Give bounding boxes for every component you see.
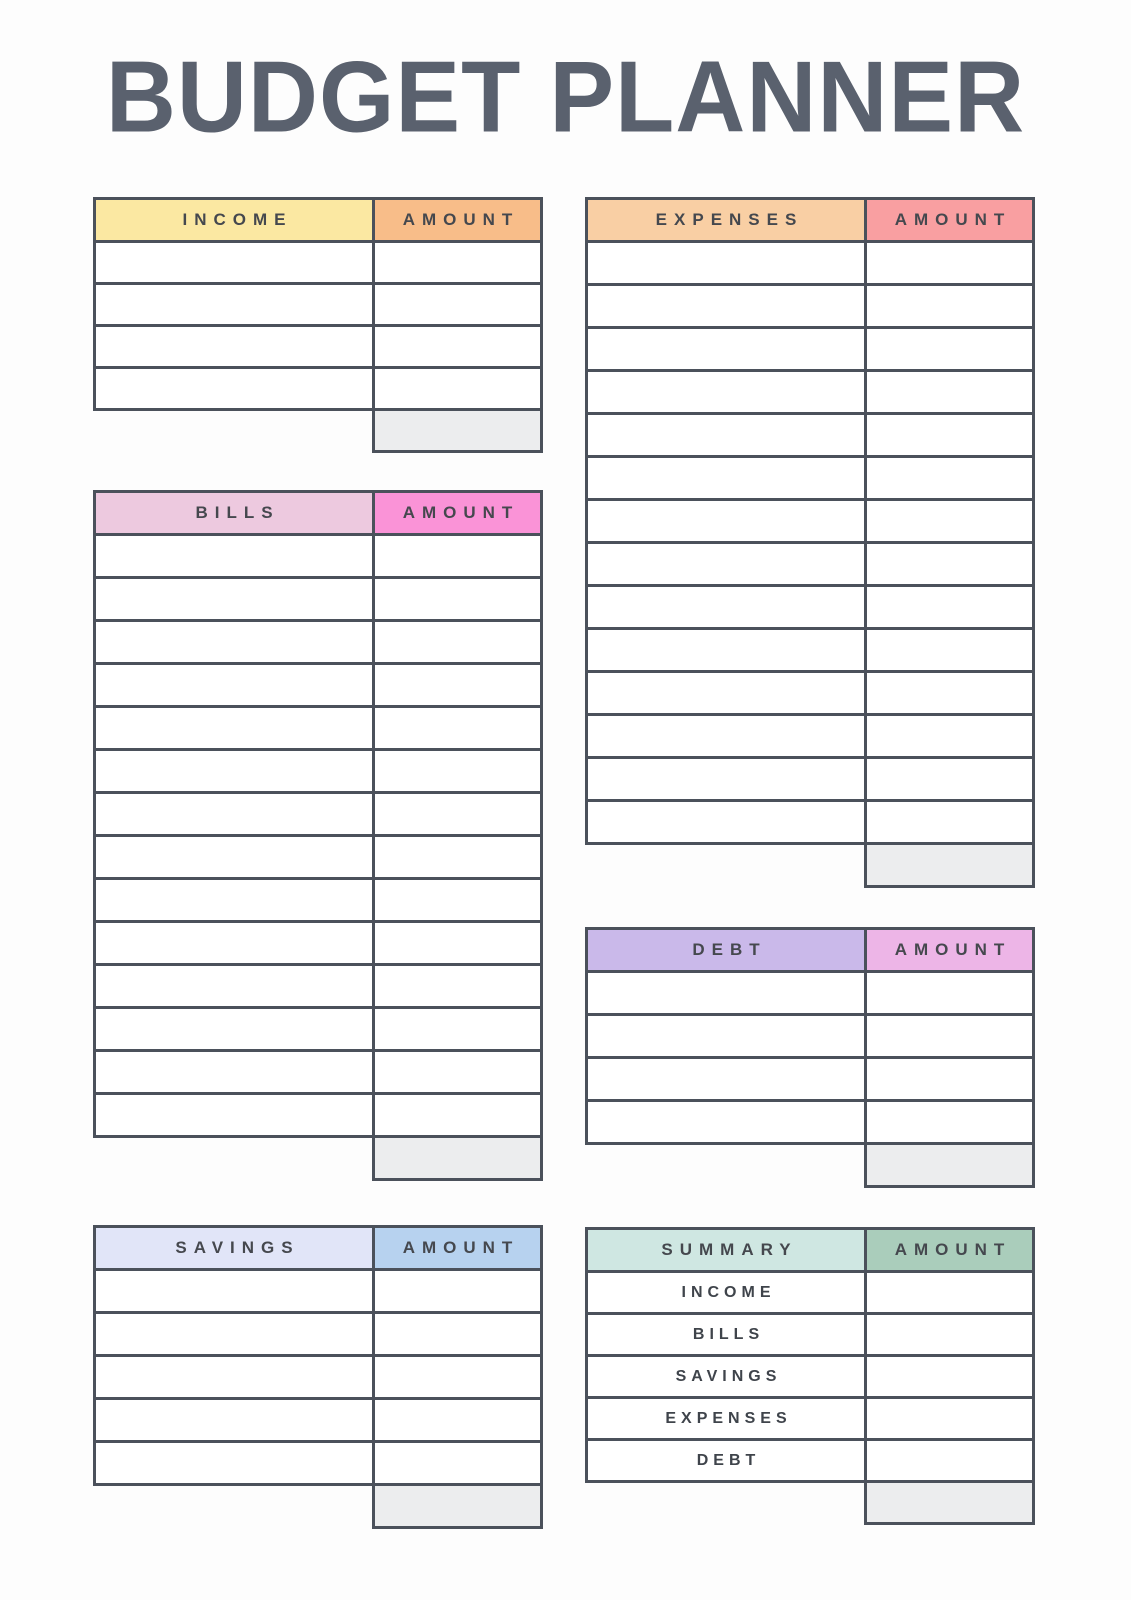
item-cell [93, 1397, 375, 1443]
expenses-row [585, 799, 1035, 845]
amount-cell [372, 282, 543, 327]
bills-row [93, 533, 543, 579]
summary-amount-header-cell: AMOUNT [864, 1227, 1035, 1273]
amount-cell [864, 412, 1035, 458]
amount-cell [372, 963, 543, 1009]
savings-row [93, 1440, 543, 1486]
savings-header-cell: SAVINGS [93, 1225, 375, 1271]
item-cell [585, 670, 867, 716]
amount-cell [372, 1397, 543, 1443]
bills-row [93, 1006, 543, 1052]
income-row [93, 324, 543, 369]
debt-table [585, 927, 1035, 1188]
item-cell [93, 877, 375, 923]
expenses-row [585, 627, 1035, 673]
expenses-row [585, 240, 1035, 286]
amount-cell [864, 970, 1035, 1016]
total-row-spacer [93, 1135, 372, 1181]
amount-cell [372, 533, 543, 579]
amount-cell [864, 240, 1035, 286]
savings-row [93, 1268, 543, 1314]
amount-cell [372, 748, 543, 794]
summary-row-income [585, 1270, 1035, 1315]
summary-row-label: SAVINGS [585, 1354, 867, 1399]
bills-row [93, 705, 543, 751]
amount-cell [864, 799, 1035, 845]
amount-cell [372, 324, 543, 369]
amount-cell [372, 1006, 543, 1052]
item-cell [93, 1354, 375, 1400]
summary-header-row [585, 1227, 1035, 1273]
amount-cell [372, 877, 543, 923]
total-row-spacer [93, 408, 372, 453]
item-cell [93, 1440, 375, 1486]
expenses-total-cell [864, 842, 1035, 888]
income-amount-header-cell: AMOUNT [372, 197, 543, 243]
savings-total-cell [372, 1483, 543, 1529]
amount-cell [864, 1056, 1035, 1102]
item-cell [93, 1006, 375, 1052]
bills-header-row [93, 490, 543, 536]
amount-cell [864, 1270, 1035, 1315]
item-cell [585, 283, 867, 329]
summary-total-row [585, 1480, 1035, 1525]
savings-amount-header-cell: AMOUNT [372, 1225, 543, 1271]
summary-table [585, 1227, 1035, 1525]
amount-cell [864, 498, 1035, 544]
item-cell [585, 584, 867, 630]
item-cell [93, 705, 375, 751]
income-table [93, 197, 543, 453]
amount-cell [864, 1312, 1035, 1357]
bills-row [93, 791, 543, 837]
expenses-row [585, 283, 1035, 329]
summary-row-label: EXPENSES [585, 1396, 867, 1441]
income-total-row [93, 408, 543, 453]
expenses-row [585, 326, 1035, 372]
amount-cell [864, 1099, 1035, 1145]
item-cell [93, 619, 375, 665]
item-cell [585, 799, 867, 845]
bills-row [93, 576, 543, 622]
item-cell [93, 834, 375, 880]
bills-amount-header-cell: AMOUNT [372, 490, 543, 536]
item-cell [585, 326, 867, 372]
income-header-cell: INCOME [93, 197, 375, 243]
total-row-spacer [585, 1480, 864, 1525]
debt-row [585, 1099, 1035, 1145]
amount-cell [372, 1268, 543, 1314]
savings-row [93, 1311, 543, 1357]
summary-row-bills [585, 1312, 1035, 1357]
total-row-spacer [585, 1142, 864, 1188]
debt-amount-header-cell: AMOUNT [864, 927, 1035, 973]
bills-row [93, 748, 543, 794]
expenses-row [585, 369, 1035, 415]
item-cell [585, 713, 867, 759]
savings-table [93, 1225, 543, 1529]
amount-cell [864, 369, 1035, 415]
amount-cell [864, 283, 1035, 329]
item-cell [93, 366, 375, 411]
bills-row [93, 1092, 543, 1138]
amount-cell [864, 713, 1035, 759]
item-cell [93, 282, 375, 327]
income-row [93, 282, 543, 327]
bills-total-cell [372, 1135, 543, 1181]
amount-cell [372, 1049, 543, 1095]
expenses-row [585, 455, 1035, 501]
amount-cell [372, 1354, 543, 1400]
amount-cell [372, 366, 543, 411]
debt-header-row [585, 927, 1035, 973]
bills-row [93, 920, 543, 966]
total-row-spacer [585, 842, 864, 888]
item-cell [585, 1099, 867, 1145]
bills-row [93, 877, 543, 923]
item-cell [93, 324, 375, 369]
item-cell [93, 920, 375, 966]
debt-row [585, 1013, 1035, 1059]
bills-row [93, 963, 543, 1009]
total-row-spacer [93, 1483, 372, 1529]
item-cell [585, 1056, 867, 1102]
item-cell [93, 533, 375, 579]
amount-cell [372, 662, 543, 708]
expenses-total-row [585, 842, 1035, 888]
amount-cell [864, 627, 1035, 673]
income-row [93, 366, 543, 411]
item-cell [93, 240, 375, 285]
amount-cell [864, 1013, 1035, 1059]
summary-row-expenses [585, 1396, 1035, 1441]
bills-row [93, 1049, 543, 1095]
income-total-cell [372, 408, 543, 453]
item-cell [585, 627, 867, 673]
item-cell [93, 1268, 375, 1314]
item-cell [585, 498, 867, 544]
expenses-row [585, 713, 1035, 759]
bills-table [93, 490, 543, 1181]
amount-cell [372, 920, 543, 966]
bills-row [93, 662, 543, 708]
amount-cell [864, 541, 1035, 587]
bills-row [93, 619, 543, 665]
item-cell [585, 455, 867, 501]
item-cell [93, 1311, 375, 1357]
item-cell [585, 369, 867, 415]
expenses-row [585, 498, 1035, 544]
debt-total-cell [864, 1142, 1035, 1188]
expenses-row [585, 541, 1035, 587]
amount-cell [864, 1438, 1035, 1483]
amount-cell [372, 1092, 543, 1138]
summary-row-label: INCOME [585, 1270, 867, 1315]
amount-cell [372, 705, 543, 751]
item-cell [93, 1049, 375, 1095]
amount-cell [864, 326, 1035, 372]
expenses-row [585, 756, 1035, 802]
amount-cell [372, 834, 543, 880]
summary-header-cell: SUMMARY [585, 1227, 867, 1273]
item-cell [93, 748, 375, 794]
amount-cell [372, 1311, 543, 1357]
expenses-header-cell: EXPENSES [585, 197, 867, 243]
item-cell [93, 791, 375, 837]
expenses-row [585, 584, 1035, 630]
debt-total-row [585, 1142, 1035, 1188]
debt-header-cell: DEBT [585, 927, 867, 973]
summary-row-label: BILLS [585, 1312, 867, 1357]
item-cell [585, 1013, 867, 1059]
amount-cell [864, 670, 1035, 716]
debt-row [585, 1056, 1035, 1102]
item-cell [585, 541, 867, 587]
item-cell [585, 970, 867, 1016]
amount-cell [864, 1354, 1035, 1399]
item-cell [585, 240, 867, 286]
amount-cell [372, 576, 543, 622]
bills-row [93, 834, 543, 880]
bills-header-cell: BILLS [93, 490, 375, 536]
item-cell [93, 576, 375, 622]
savings-row [93, 1397, 543, 1443]
expenses-header-row [585, 197, 1035, 243]
income-header-row [93, 197, 543, 243]
income-row [93, 240, 543, 285]
expenses-table [585, 197, 1035, 888]
savings-row [93, 1354, 543, 1400]
item-cell [585, 412, 867, 458]
summary-row-label: DEBT [585, 1438, 867, 1483]
item-cell [585, 756, 867, 802]
savings-total-row [93, 1483, 543, 1529]
amount-cell [372, 791, 543, 837]
item-cell [93, 662, 375, 708]
expenses-row [585, 412, 1035, 458]
summary-total-cell [864, 1480, 1035, 1525]
summary-row-debt [585, 1438, 1035, 1483]
amount-cell [864, 1396, 1035, 1441]
amount-cell [372, 1440, 543, 1486]
amount-cell [372, 240, 543, 285]
savings-header-row [93, 1225, 543, 1271]
expenses-amount-header-cell: AMOUNT [864, 197, 1035, 243]
debt-row [585, 970, 1035, 1016]
amount-cell [864, 756, 1035, 802]
amount-cell [372, 619, 543, 665]
amount-cell [864, 455, 1035, 501]
expenses-row [585, 670, 1035, 716]
page-title: BUDGET PLANNER [105, 39, 1026, 154]
amount-cell [864, 584, 1035, 630]
item-cell [93, 963, 375, 1009]
summary-row-savings [585, 1354, 1035, 1399]
bills-total-row [93, 1135, 543, 1181]
item-cell [93, 1092, 375, 1138]
